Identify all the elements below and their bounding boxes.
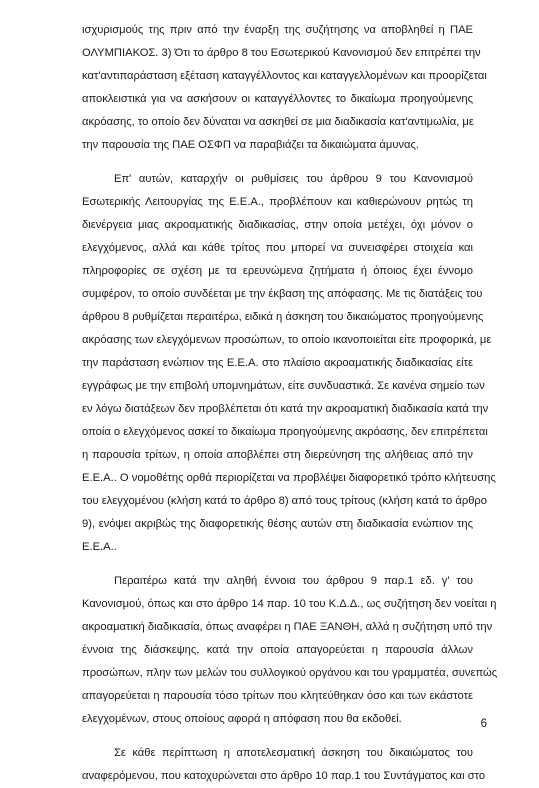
text-line: ελεγχόμενος, αλλά και κάθε τρίτος που μπορεί να συνεισφέρει στοιχεία και [82, 242, 473, 254]
paragraph-2 [82, 168, 496, 559]
text-line: Επ' αυτών, καταρχήν οι ρυθμίσεις του άρθρου 9 του Κανονισμού [114, 173, 473, 185]
text-line: αναφερόμενου, που κατοχυρώνεται στο άρθρο 10 παρ.1 του Συντάγματος και στο [82, 770, 486, 782]
paragraph-4 [82, 742, 486, 788]
text-line: άρθρου 8 ρυθμίζεται περαιτέρω, ειδικά η άσκηση του δικαιώματος προηγούμενης [82, 311, 484, 323]
paragraph-3 [82, 570, 498, 731]
text-line: Ε.Ε.Α.. [82, 541, 117, 553]
text-line: εγγράφως με την επιβολή υπομνημάτων, είτε συνδυαστικά. Σε κανένα σημείο των [82, 380, 485, 392]
text-line: ελεγχομένων, στους οποίους αφορά η απόφαση που θα εκδοθεί. [82, 713, 402, 725]
text-line: αποκλειστικά για να ασκήσουν οι καταγγέλλοντες το δικαίωμα προηγούμενης [82, 93, 473, 105]
text-line: η παρουσία τρίτων, η οποία αποβλέπει στη διερεύνηση της αλήθειας από την [82, 449, 473, 461]
text-line: ακροαματική διαδικασία, όπως αναφέρει η ΠΑΕ ΞΑΝΘΗ, αλλά η συζήτηση υπό την [82, 621, 493, 633]
text-line: Κανονισμού, όπως και στο άρθρο 14 παρ. 10 του Κ.Δ.Δ., ως συζήτηση δεν νοείται η [82, 598, 497, 610]
text-line: Ε.Ε.Α.. Ο νομοθέτης ορθά περιορίζεται να προβλέψει διαφορετικό τρόπο κλήτευσης [82, 472, 496, 484]
text-line: συμφέρον, το οποίο συνδέεται με την έκβαση της απόφασης. Με τις διατάξεις του [82, 288, 483, 300]
text-line: πληροφορίες σε σχέση με τα ερευνώμενα ζητήματα ή όποιος έχει έννομο [82, 265, 473, 277]
text-line: Περαιτέρω κατά την αληθή έννοια του άρθρου 9 παρ.1 εδ. γ' του [114, 575, 473, 587]
text-line: ΟΛΥΜΠΙΑΚΟΣ. 3) Ότι το άρθρο 8 του Εσωτερικού Κανονισμού δεν επιτρέπει την [82, 47, 481, 59]
text-line: την παρουσία της ΠΑΕ ΟΣΦΠ να παραβιάζει τα δικαιώματα άμυνας. [82, 139, 419, 151]
text-line: διενέργεια μιας ακροαματικής διαδικασίας, στην οποία μετέχει, όχι μόνον ο [82, 219, 473, 231]
text-line: κατ'αντιπαράσταση εξέταση καταγγέλλοντος και καταγγελλομένων και προορίζεται [82, 70, 487, 82]
paragraph-1 [82, 19, 487, 157]
text-line: ισχυρισμούς της πριν από την έναρξη της συζήτησης να αποβληθεί η ΠΑΕ [82, 24, 473, 36]
text-line: προσώπων, πλην των μελών του συλλογικού οργάνου και του γραμματέα, συνεπώς [82, 667, 498, 679]
text-line: απαγορεύεται η παρουσία τόσο τρίτων που κλητεύθηκαν όσο και των εκάστοτε [82, 690, 473, 702]
text-line: οποία ο ελεγχόμενος ασκεί το δικαίωμα προηγούμενης ακρόασης, δεν επιτρέπεται [82, 426, 488, 438]
text-line: 9), ενόψει ακριβώς της διαφορετικής θέσης αυτών στη διαδικασία ενώπιον της [82, 518, 473, 530]
text-line: ακρόασης, το οποίο δεν δύναται να ασκηθεί σε μια διαδικασία κατ'αντιμωλία, με [82, 116, 474, 128]
text-line: εν λόγω διατάξεων δεν προβλέπεται ότι κατά την ακροαματική διαδικασία κατά την [82, 403, 489, 415]
text-line: έννοια της διάσκεψης, κατά την οποία απαγορεύεται η παρουσία άλλων [82, 644, 473, 656]
page-number: 6 [480, 718, 487, 730]
body-text [82, 19, 498, 788]
text-line: ακρόασης των ελεγχόμενων προσώπων, το οποίο ικανοποιείται είτε προφορικά, με [82, 334, 492, 346]
text-line: Εσωτερικής Λειτουργίας της Ε.Ε.Α., προβλέπουν και καθιερώνουν ρητώς τη [82, 196, 473, 208]
text-line: του ελεγχομένου (κλήση κατά το άρθρο 8) από τους τρίτους (κλήση κατά το άρθρο [82, 495, 488, 507]
text-line: την παράσταση ενώπιον της Ε.Ε.Α. στο πλαίσιο ακροαματικής διαδικασίας είτε [82, 357, 473, 369]
text-line: Σε κάθε περίπτωση η αποτελεσματική άσκηση του δικαιώματος του [114, 747, 473, 759]
